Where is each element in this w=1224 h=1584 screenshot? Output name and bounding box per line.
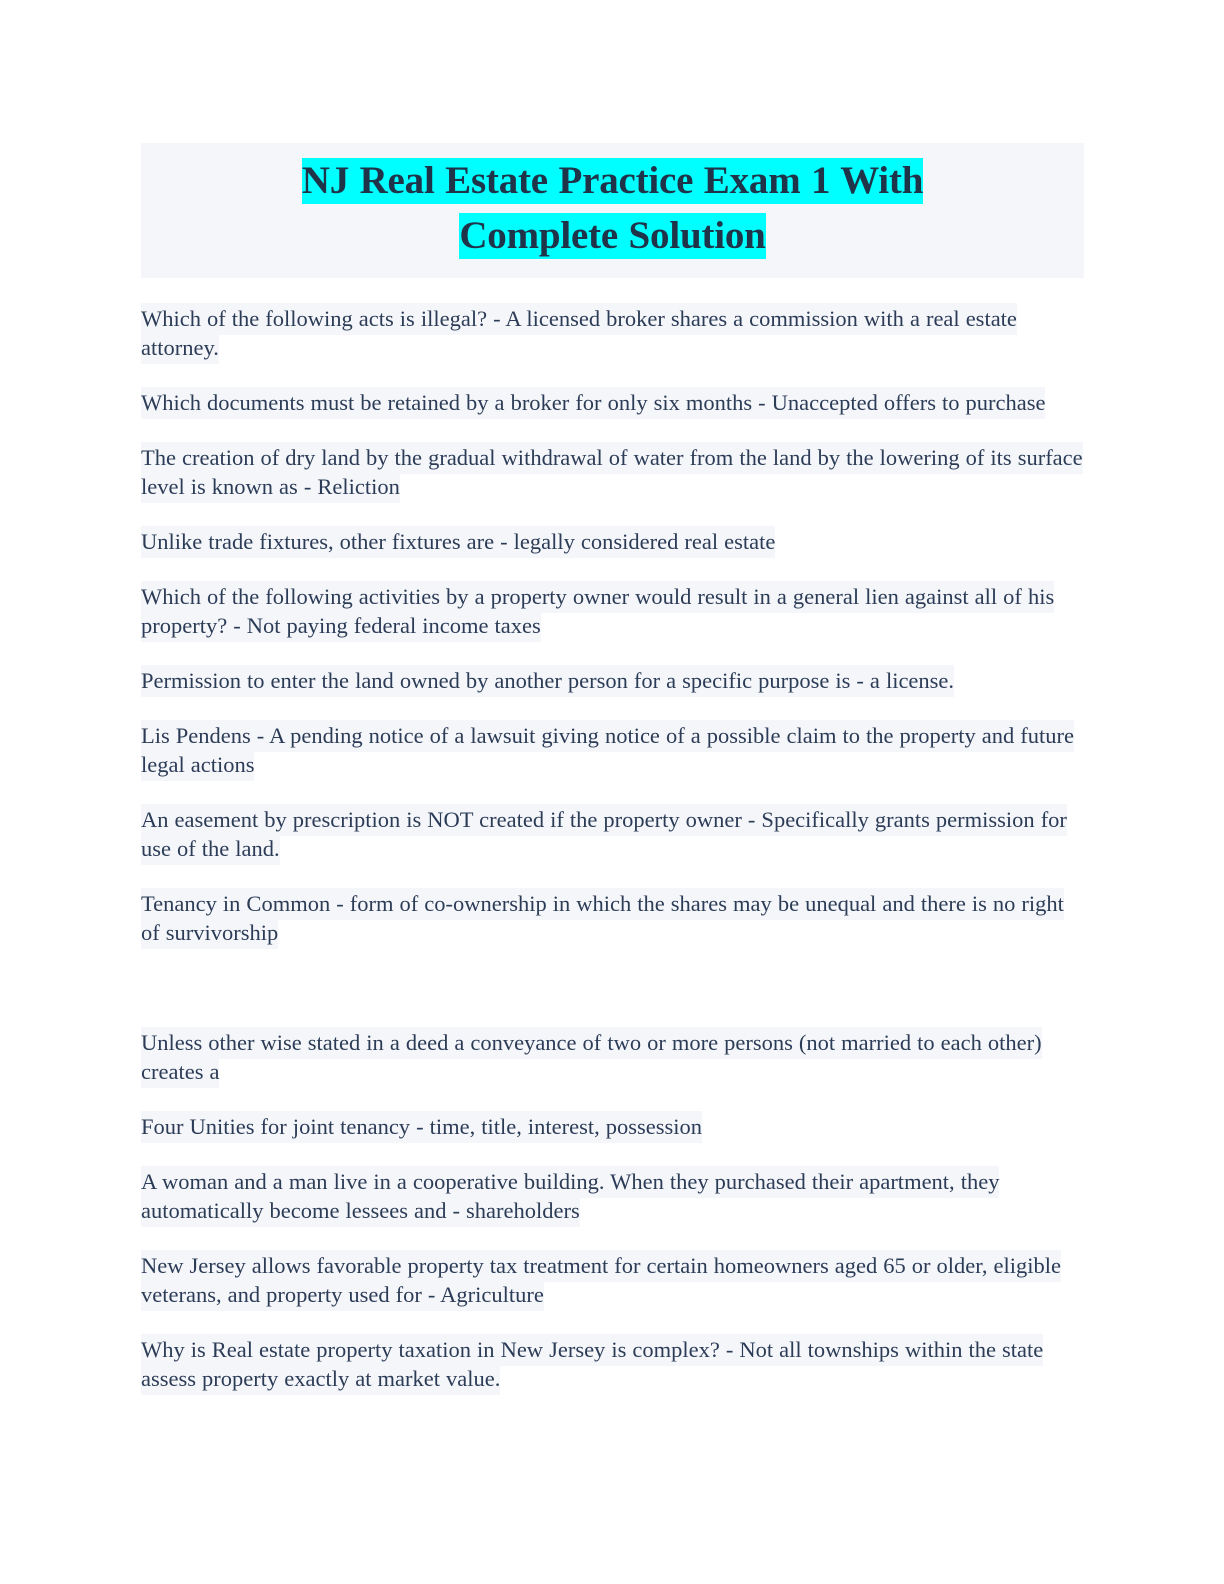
qa-paragraph-text: New Jersey allows favorable property tax treatment for certain homeowners aged 65 or older, eligible veterans, and property used for - Agriculture [141,1250,1061,1311]
qa-paragraph [141,889,1084,947]
qa-paragraph-text: Unlike trade fixtures, other fixtures are - legally considered real estate [141,526,775,558]
qa-paragraph [141,1112,1084,1141]
qa-paragraph-text: Four Unities for joint tenancy - time, title, interest, possession [141,1111,702,1143]
qa-paragraph [141,1251,1084,1309]
title-line-2: Complete Solution [459,214,766,258]
qa-paragraph-text: Which of the following acts is illegal? - A licensed broker shares a commission with a real estate attorney. [141,303,1017,364]
qa-paragraph [141,1167,1084,1225]
qa-paragraph-text: Unless other wise stated in a deed a conveyance of two or more persons (not married to each other) creates a [141,1027,1042,1088]
qa-paragraph-text: Why is Real estate property taxation in New Jersey is complex? - Not all townships within the state assess property exactly at market value. [141,1334,1043,1395]
qa-paragraph-text: Lis Pendens - A pending notice of a lawsuit giving notice of a possible claim to the property and future legal actions [141,720,1074,781]
qa-paragraph [141,388,1084,417]
qa-paragraph [141,666,1084,695]
document-content [141,143,1084,1393]
page-title [141,153,1084,264]
qa-paragraph-text: Which documents must be retained by a broker for only six months - Unaccepted offers to purchase [141,387,1045,419]
qa-paragraph [141,582,1084,640]
qa-paragraph [141,527,1084,556]
qa-paragraph [141,721,1084,779]
qa-paragraph [141,1335,1084,1393]
qa-paragraph [141,443,1084,501]
qa-paragraph [141,1028,1084,1086]
qa-paragraph [141,304,1084,362]
qa-paragraph-text: A woman and a man live in a cooperative building. When they purchased their apartment, they automatically become lessees and - shareholders [141,1166,999,1227]
document-title-block [141,143,1084,278]
qa-paragraph-text: An easement by prescription is NOT created if the property owner - Specifically grants permission for use of the land. [141,804,1067,865]
qa-paragraph-text: Permission to enter the land owned by another person for a specific purpose is - a license. [141,665,954,697]
qa-paragraph-text: Tenancy in Common - form of co-ownership in which the shares may be unequal and there is no right of survivorship [141,888,1064,949]
title-line-1: NJ Real Estate Practice Exam 1 With [301,159,924,202]
qa-list [141,278,1084,1393]
qa-paragraph-text: Which of the following activities by a property owner would result in a general lien against all of his property? - Not paying federal income taxes [141,581,1054,642]
qa-paragraph-text: The creation of dry land by the gradual withdrawal of water from the land by the lowering of its surface level is known as - Reliction [141,442,1083,503]
qa-paragraph [141,805,1084,863]
